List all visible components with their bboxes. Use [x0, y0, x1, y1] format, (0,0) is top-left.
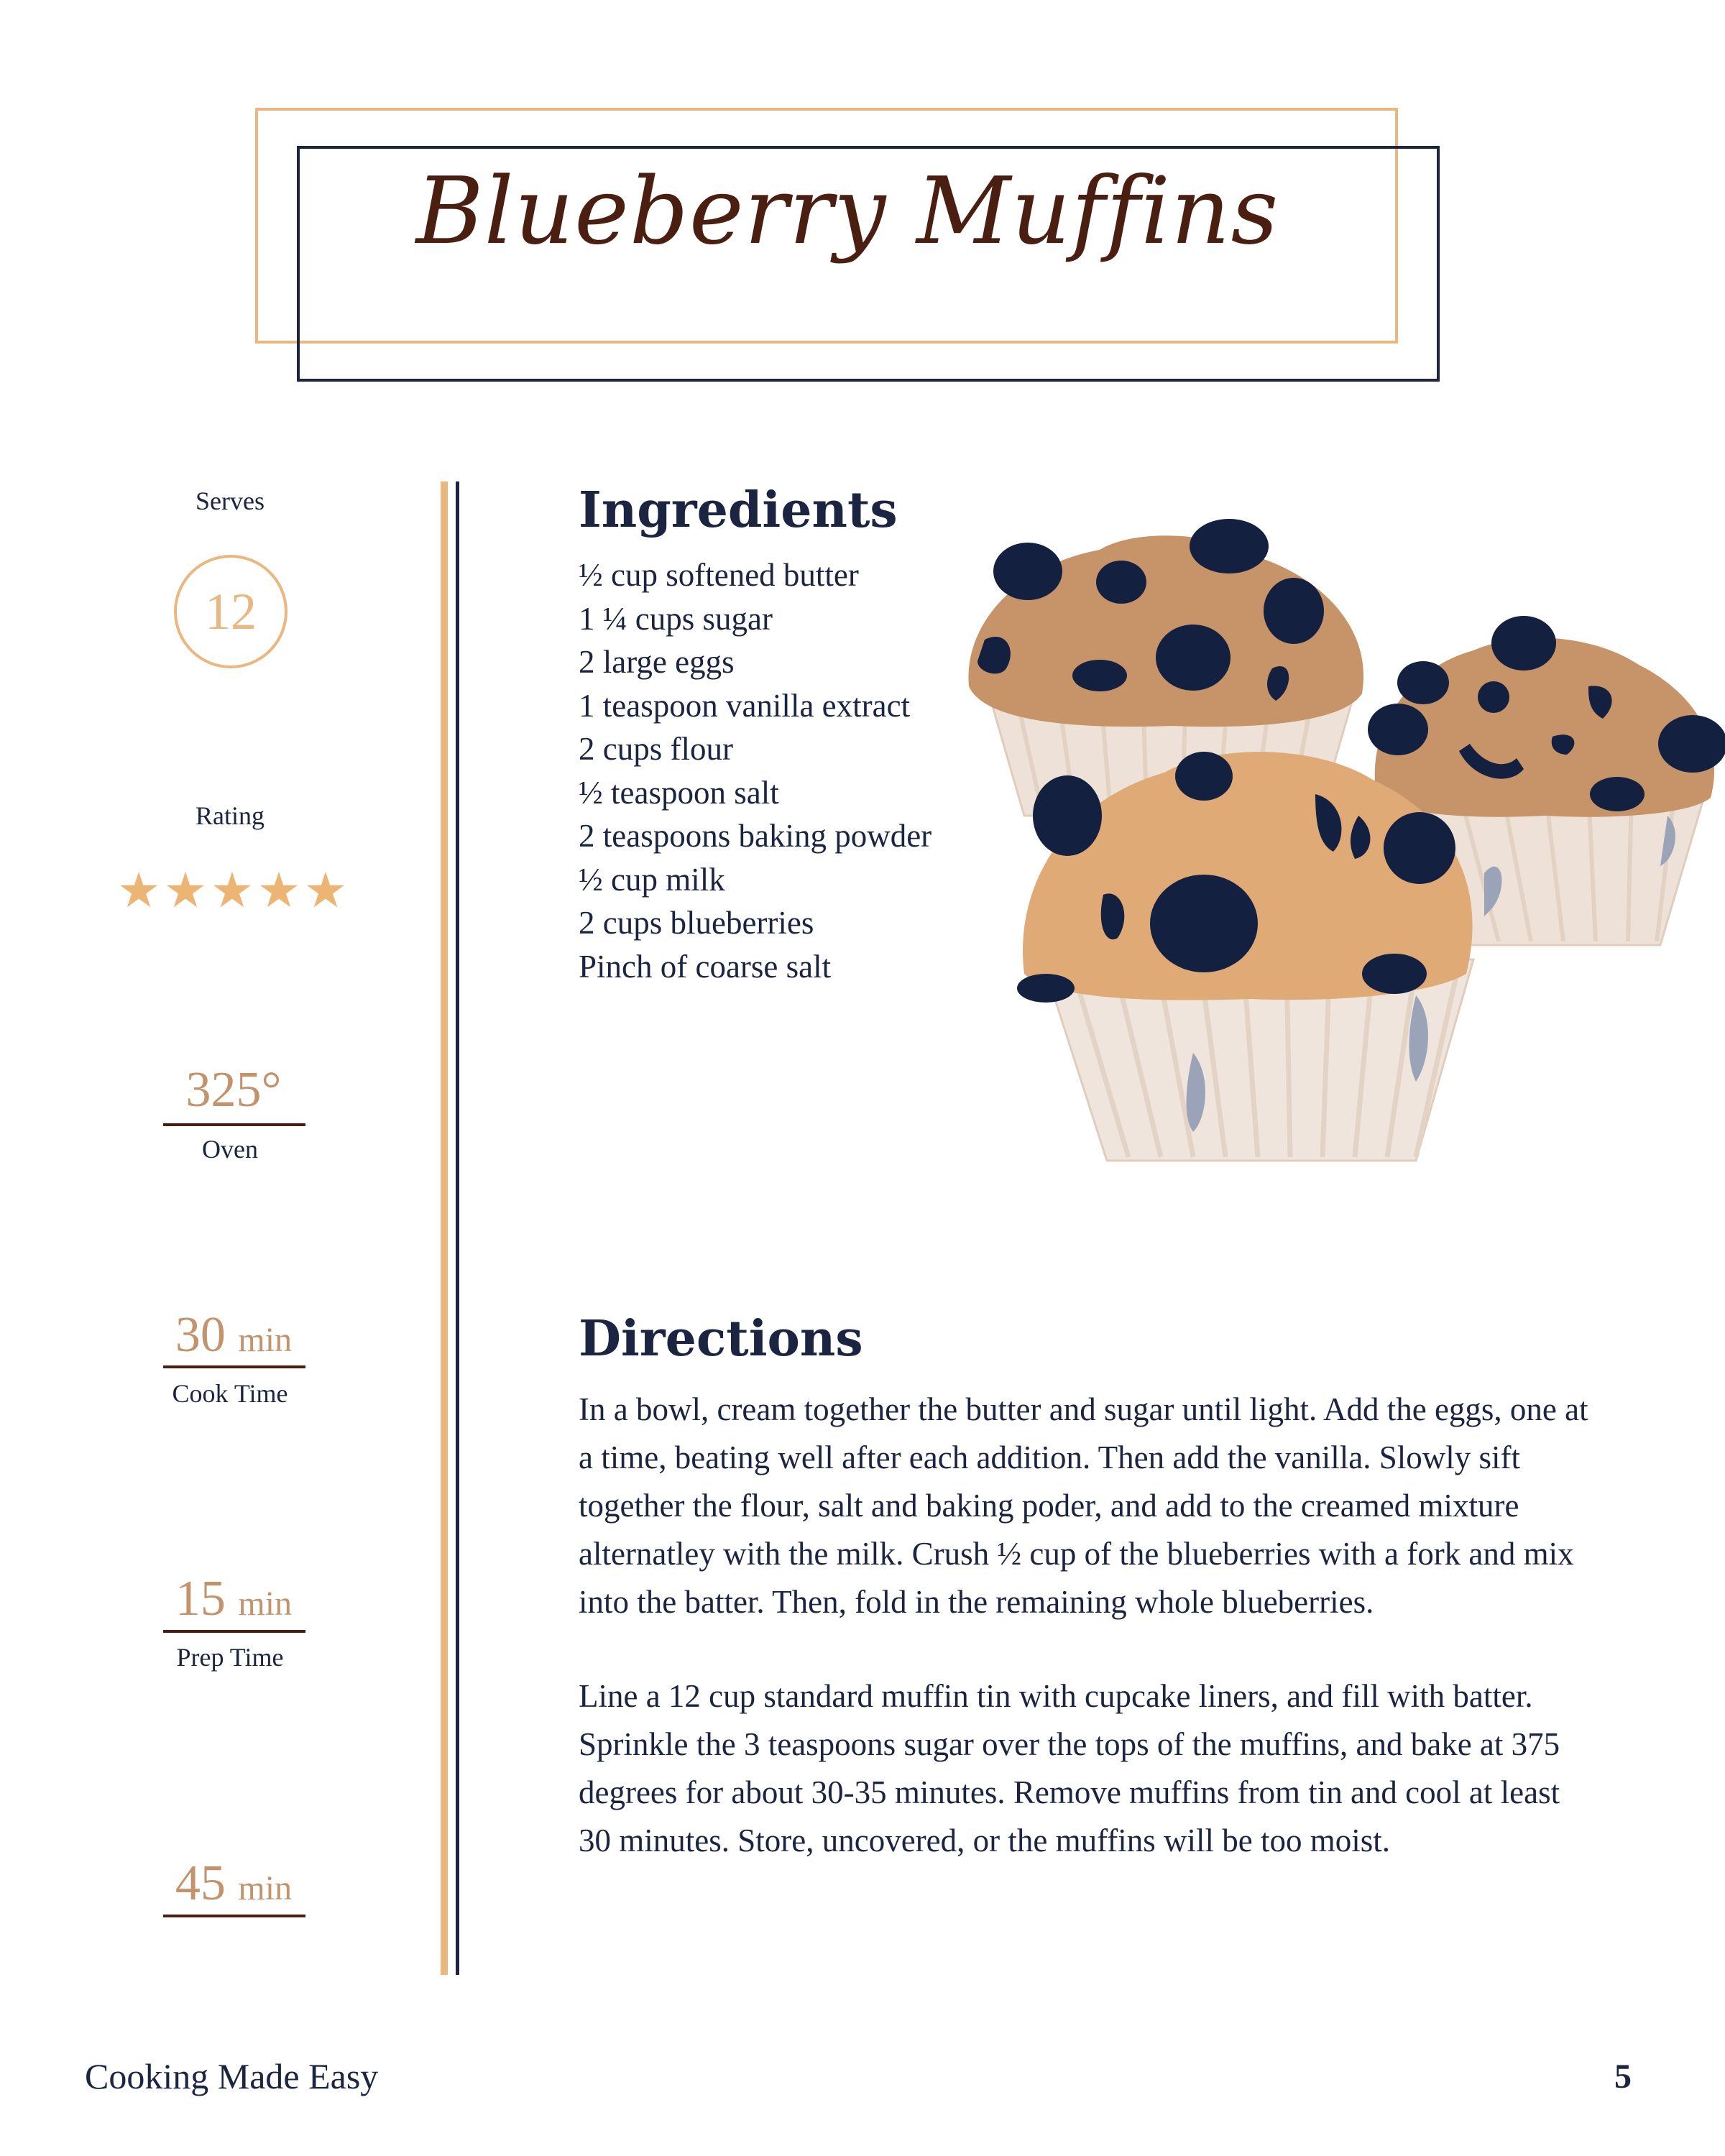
serves-label: Serves — [196, 487, 264, 515]
ingredient-item: 1 teaspoon vanilla extract — [579, 687, 911, 724]
book-title: Cooking Made Easy — [85, 2056, 379, 2096]
ingredient-item: Pinch of coarse salt — [579, 948, 832, 985]
ingredient-item: 1 ¼ cups sugar — [579, 600, 773, 637]
ingredient-item: 2 large eggs — [579, 644, 735, 680]
cook-time-value — [162, 1307, 305, 1363]
page-title: Blueberry Muffins — [415, 158, 1279, 265]
ingredient-item: ½ cup milk — [579, 861, 725, 898]
oven-label: Oven — [202, 1135, 258, 1164]
sidebar-divider — [456, 482, 459, 1975]
total-time-rule — [163, 1915, 305, 1917]
rating-stars-icon: ★★★★★ — [116, 862, 351, 919]
sidebar-divider-accent — [441, 482, 448, 1975]
directions-heading: Directions — [579, 1310, 863, 1368]
directions-body — [579, 1386, 1599, 1911]
cook-time-number: 30 — [175, 1307, 226, 1363]
ingredient-item: ½ cup softened butter — [579, 557, 859, 593]
total-time-value — [162, 1858, 305, 1909]
cook-time-unit: min — [238, 1321, 293, 1359]
ingredients-list — [579, 553, 932, 988]
directions-paragraph: Line a 12 cup standard muffin tin with cupcake liners, and fill with batter. Sprinkle the 3 teaspoons sugar over the tops of the muffins, and bake at 375 degrees for about 30-35 minutes. Remove muffins from tin and cool at least 30 minutes. Store, uncovered, or the muffins will be too moist. — [579, 1678, 1560, 1858]
prep-time-unit: min — [238, 1585, 293, 1623]
ingredient-item: 2 teaspoons baking powder — [579, 818, 932, 854]
total-time-unit: min — [238, 1869, 293, 1907]
muffin-illustration — [956, 514, 1725, 1175]
ingredient-item: ½ teaspoon salt — [579, 774, 779, 811]
directions-paragraph: In a bowl, cream together the butter and sugar until light. Add the eggs, one at a time, beating well after each addition. Then add the vanilla. Slowly sift together the flour, salt and baking poder, and add to the creamed mixture alternatley with the milk. Crush ½ cup of the blueberries with a fork and mix into the batter. Then, fold in the remaining whole blueberries. — [579, 1391, 1588, 1620]
cook-time-rule — [163, 1365, 305, 1368]
muffin-front — [1017, 752, 1473, 1161]
cook-time-label: Cook Time — [172, 1379, 288, 1408]
ingredient-item: 2 cups blueberries — [579, 905, 814, 941]
ingredients-heading: Ingredients — [579, 482, 898, 539]
serves-badge — [174, 555, 288, 668]
page-number: 5 — [1614, 2058, 1632, 2096]
ingredient-item: 2 cups flour — [579, 731, 733, 767]
oven-rule — [163, 1123, 305, 1126]
prep-time-label: Prep Time — [176, 1643, 284, 1672]
prep-time-value — [162, 1571, 305, 1626]
oven-temperature: 325° — [185, 1062, 282, 1118]
serves-value: 12 — [205, 582, 257, 640]
prep-time-rule — [163, 1630, 305, 1633]
total-time-number: 45 — [175, 1856, 226, 1911]
prep-time-number: 15 — [175, 1571, 226, 1626]
rating-label: Rating — [196, 801, 264, 830]
